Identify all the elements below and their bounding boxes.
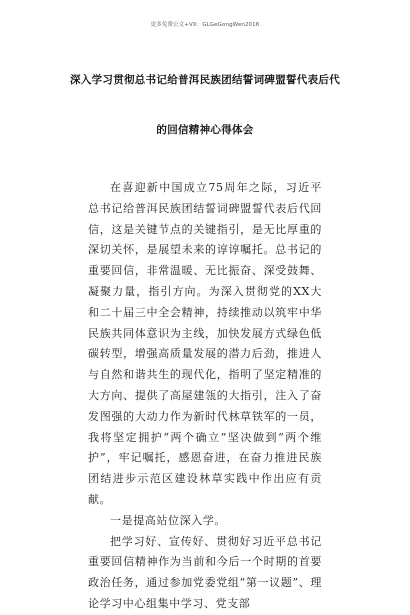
- document-title-line-2: 的回信精神心得体会: [156, 124, 254, 136]
- header-note: 更多免费公文+VX：GLGeGongWen2016: [150, 22, 260, 28]
- body-paragraph-study: 把学习好、宣传好、贯彻好习近平总书记重要回信精神作为当前和今后一个时期的首要政治任务，通过参加党委党组“第一议题”、理论学习中心组集中学习、党支部: [88, 534, 322, 610]
- body-paragraph-intro: 在喜迎新中国成立75周年之际，习近平总书记给普洱民族团结誓词碑盟誓代表后代回信，这是关键节点的关键指引，是无比厚重的深切关怀，是展望未来的谆谆嘱托。总书记的重要回信，非常温暖、无比振奋、深受鼓舞、凝聚力量，指引方向。为深入贯彻党的XX大和二十届三中全会精神，持续推动以筑牢中华民族共同体意识为主线，加快发展方式绿色低碳转型，增强高质量发展的潜力后劲，推进人与自然和谐共生的现代化，指明了坚定精准的大方向、提供了高屋建瓴的大指引，注入了奋发图强的大动力作为新时代林草铁军的一员，我将坚定拥护“两个确立”坚决做到“两个维护”，牢记嘱托，感恩奋进，在奋力推进民族团结进步示范区建设林草实践中作出应有贡献。: [88, 181, 322, 506]
- document-title-line-1: 深入学习贯彻总书记给普洱民族团结誓词碑盟誓代表后代: [70, 74, 340, 86]
- body-paragraph-section-heading: 一是提高站位深入学。: [110, 513, 226, 527]
- document-body: [88, 178, 322, 615]
